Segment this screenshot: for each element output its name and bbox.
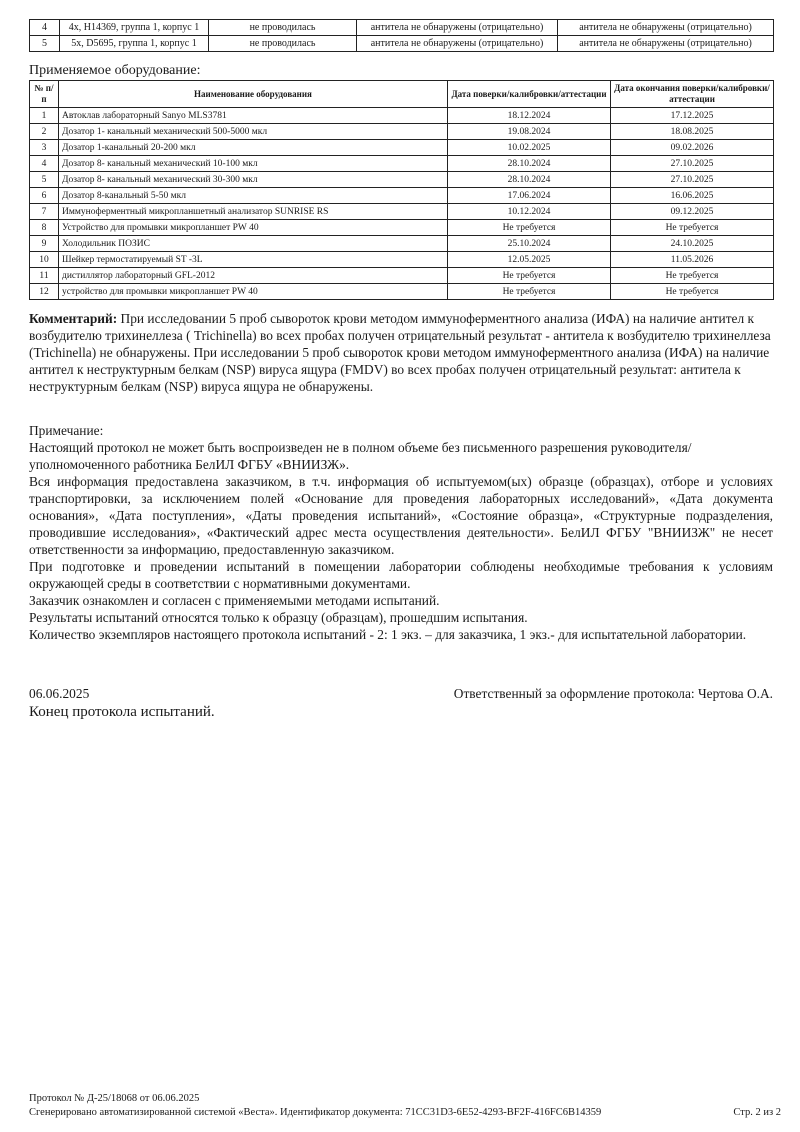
- table-row: [30, 156, 774, 172]
- header-name: Наименование оборудования: [59, 81, 448, 108]
- date-end: Не требуется: [611, 268, 774, 284]
- row-number: 8: [30, 220, 59, 236]
- results-table: [29, 19, 774, 52]
- equipment-section-title: Применяемое оборудование:: [29, 63, 201, 78]
- note-block: [29, 422, 773, 643]
- row-number: 5: [30, 36, 60, 52]
- table-row: [30, 268, 774, 284]
- date-end: 27.10.2025: [611, 156, 774, 172]
- sample-id: 4х, Н14369, группа 1, корпус 1: [60, 20, 209, 36]
- equipment-name: Иммуноферментный микропланшетный анализатор SUNRISE RS: [59, 204, 448, 220]
- footer-generated-info: Сгенерировано автоматизированной системой «Веста». Идентификатор документа: 71CC31D3-6E52-4293-BF2F-416FC6B14359: [29, 1107, 602, 1118]
- row-number: 3: [30, 140, 59, 156]
- table-row: [30, 252, 774, 268]
- equipment-table: [29, 80, 774, 300]
- date-end: 09.02.2026: [611, 140, 774, 156]
- equipment-name: Дозатор 8- канальный механический 30-300 мкл: [59, 172, 448, 188]
- footer-protocol-number: Протокол № Д-25/18068 от 06.06.2025: [29, 1093, 200, 1104]
- protocol-date: 06.06.2025: [29, 686, 90, 701]
- result-cell: не проводилась: [209, 36, 357, 52]
- table-row: [30, 204, 774, 220]
- date-start: 10.02.2025: [448, 140, 611, 156]
- date-end: Не требуется: [611, 220, 774, 236]
- note-paragraph: Настоящий протокол не может быть воспроизведен не в полном объеме без письменного разрешения руководителя/уполномоченного работника БелИЛ ФГБУ «ВНИИЗЖ».: [29, 440, 692, 472]
- header-num: № п/п: [30, 81, 59, 108]
- comment-block: [29, 310, 773, 395]
- table-header-row: [30, 81, 774, 108]
- page-number: Стр. 2 из 2: [733, 1107, 781, 1118]
- comment-label: Комментарий:: [29, 311, 118, 326]
- table-row: [30, 284, 774, 300]
- signature-line: [29, 686, 773, 702]
- equipment-name: Дозатор 8-канальный 5-50 мкл: [59, 188, 448, 204]
- result-cell: антитела не обнаружены (отрицательно): [357, 36, 558, 52]
- note-title: Примечание:: [29, 423, 104, 438]
- comment-text: При исследовании 5 проб сывороток крови методом иммуноферментного анализа (ИФА) на наличие антител к возбудителю трихинеллеза ( Trichinella) во всех пробах получен отрицательный результат - антитела к возбудителю трихинеллеза (Trichinella) не обнаружены. При исследовании 5 проб сывороток крови методом иммуноферментного анализа (ИФА) на наличие антител к неструктурным белкам (NSP) вируса ящура (FMDV) во всех пробах получен отрицательный результат: антитела к неструктурным белкам (NSP) вируса ящура не обнаружены.: [29, 311, 771, 394]
- date-end: 27.10.2025: [611, 172, 774, 188]
- date-end: Не требуется: [611, 284, 774, 300]
- row-number: 4: [30, 20, 60, 36]
- note-paragraph: Результаты испытаний относятся только к образцу (образцам), прошедшим испытания.: [29, 610, 528, 625]
- note-paragraph: Заказчик ознакомлен и согласен с применяемыми методами испытаний.: [29, 593, 440, 608]
- date-end: 09.12.2025: [611, 204, 774, 220]
- row-number: 9: [30, 236, 59, 252]
- note-paragraph: Вся информация предоставлена заказчиком, в т.ч. информация об испытуемом(ых) образце (образцах), отборе и условиях транспортировки, за исключением полей «Основание для проведения лабораторных исследований», «Дата документа основания», «Дата поступления», «Даты проведения испытаний», «Состояние образца», «Структурные подразделения, проводившие исследования», «Фактический адрес места осуществления деятельности». БелИЛ ФГБУ "ВНИИЗЖ" не несет ответственности за информацию, предоставленную заказчиком.: [29, 474, 773, 557]
- table-row: [30, 236, 774, 252]
- table-row: [30, 124, 774, 140]
- sample-id: 5х, D5695, группа 1, корпус 1: [60, 36, 209, 52]
- date-end: 11.05.2026: [611, 252, 774, 268]
- equipment-name: Шейкер термостатируемый ST -3L: [59, 252, 448, 268]
- date-start: 19.08.2024: [448, 124, 611, 140]
- row-number: 12: [30, 284, 59, 300]
- equipment-name: Холодильник ПОЗИС: [59, 236, 448, 252]
- end-of-protocol: Конец протокола испытаний.: [29, 704, 215, 720]
- date-start: 28.10.2024: [448, 172, 611, 188]
- responsible-person: Ответственный за оформление протокола: Чертова О.А.: [453, 686, 773, 701]
- note-paragraph: При подготовке и проведении испытаний в помещении лаборатории соблюдены необходимые требования к условиям окружающей среды в соответствии с нормативными документами.: [29, 559, 773, 591]
- equipment-name: Дозатор 1- канальный механический 500-5000 мкл: [59, 124, 448, 140]
- date-end: 18.08.2025: [611, 124, 774, 140]
- date-start: Не требуется: [448, 284, 611, 300]
- equipment-name: Автоклав лабораторный Sanyo MLS3781: [59, 108, 448, 124]
- date-start: Не требуется: [448, 220, 611, 236]
- date-start: 18.12.2024: [448, 108, 611, 124]
- result-cell: антитела не обнаружены (отрицательно): [558, 20, 774, 36]
- row-number: 5: [30, 172, 59, 188]
- row-number: 2: [30, 124, 59, 140]
- date-start: 12.05.2025: [448, 252, 611, 268]
- row-number: 7: [30, 204, 59, 220]
- table-row: [30, 108, 774, 124]
- page-footer: [29, 1092, 781, 1120]
- date-start: 28.10.2024: [448, 156, 611, 172]
- note-paragraph: Количество экземпляров настоящего протокола испытаний - 2: 1 экз. – для заказчика, 1 экз.- для испытательной лаборатории.: [29, 627, 747, 642]
- header-date-end: Дата окончания поверки/калибровки/аттестации: [611, 81, 774, 108]
- equipment-name: Устройство для промывки микропланшет PW 40: [59, 220, 448, 236]
- row-number: 4: [30, 156, 59, 172]
- date-end: 17.12.2025: [611, 108, 774, 124]
- result-cell: не проводилась: [209, 20, 357, 36]
- equipment-name: Дозатор 1-канальный 20-200 мкл: [59, 140, 448, 156]
- equipment-name: дистиллятор лабораторный GFL-2012: [59, 268, 448, 284]
- date-start: 17.06.2024: [448, 188, 611, 204]
- date-start: 25.10.2024: [448, 236, 611, 252]
- table-row: [30, 36, 774, 52]
- header-date-start: Дата поверки/калибровки/аттестации: [448, 81, 611, 108]
- table-row: [30, 140, 774, 156]
- table-row: [30, 188, 774, 204]
- table-row: [30, 20, 774, 36]
- equipment-name: устройство для промывки микропланшет PW 40: [59, 284, 448, 300]
- date-start: 10.12.2024: [448, 204, 611, 220]
- date-start: Не требуется: [448, 268, 611, 284]
- row-number: 10: [30, 252, 59, 268]
- date-end: 24.10.2025: [611, 236, 774, 252]
- equipment-name: Дозатор 8- канальный механический 10-100 мкл: [59, 156, 448, 172]
- row-number: 1: [30, 108, 59, 124]
- row-number: 11: [30, 268, 59, 284]
- result-cell: антитела не обнаружены (отрицательно): [357, 20, 558, 36]
- table-row: [30, 172, 774, 188]
- row-number: 6: [30, 188, 59, 204]
- date-end: 16.06.2025: [611, 188, 774, 204]
- table-row: [30, 220, 774, 236]
- result-cell: антитела не обнаружены (отрицательно): [558, 36, 774, 52]
